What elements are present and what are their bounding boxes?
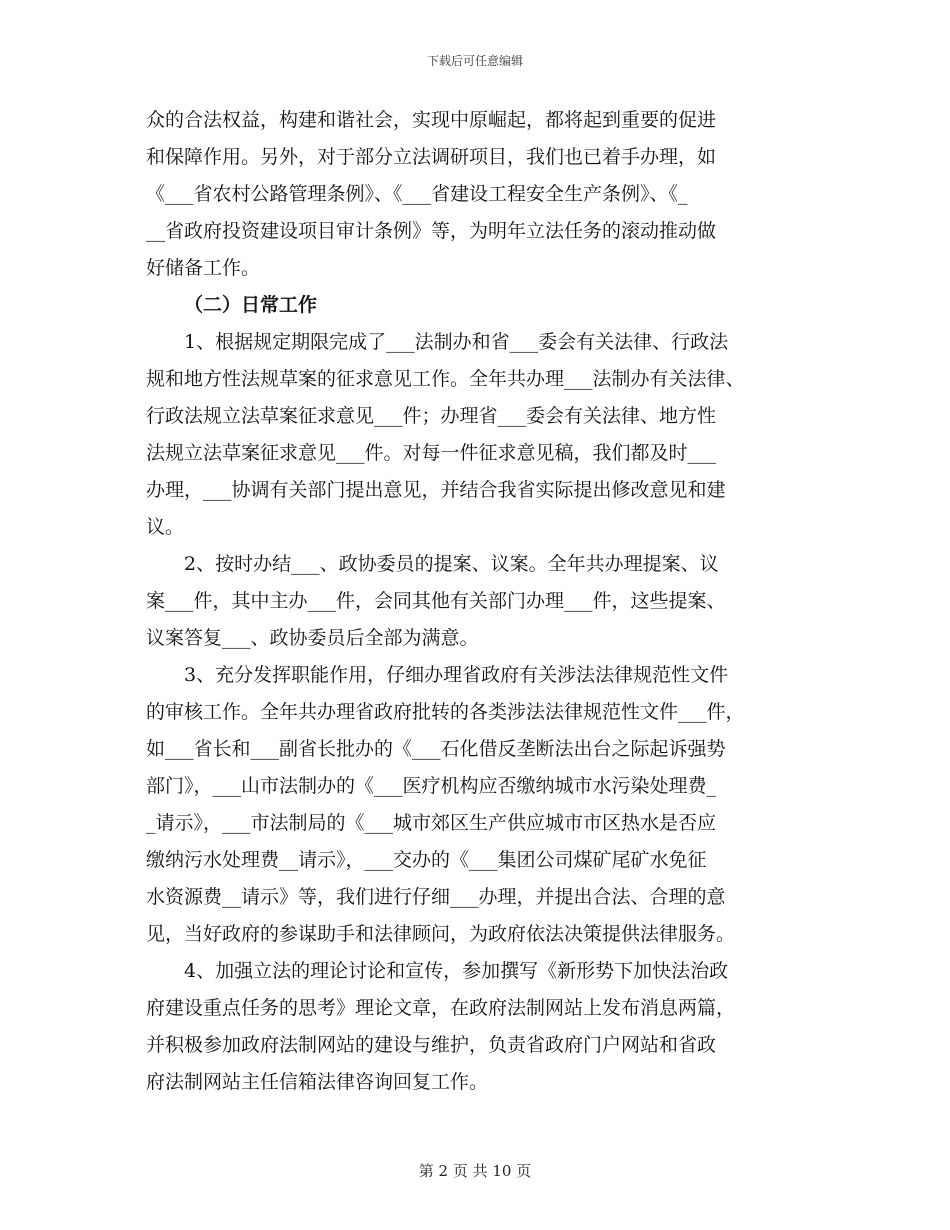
body-line: 行政法规立法草案征求意见___件；办理省___委会有关法律、地方性 [146, 405, 717, 427]
body-line: 府建设重点任务的思考》理论文章，在政府法制网站上发布消息两篇， [146, 997, 736, 1019]
body-line: 议。 [146, 516, 185, 538]
body-line: _请示》，___市法制局的《___城市郊区生产供应城市市区热水是否应 [146, 812, 717, 834]
body-line: 和保障作用。另外，对于部分立法调研项目，我们也已着手办理，如 [146, 146, 717, 168]
body-line: 府法制网站主任信箱法律咨询回复工作。 [146, 1071, 489, 1093]
paragraph-start: 3、充分发挥职能作用，仔细办理省政府有关涉法法律规范性文件 [184, 664, 729, 686]
body-line: 法规立法草案征求意见___件。对每一件征求意见稿，我们都及时___ [146, 442, 717, 464]
section-heading: （二）日常工作 [184, 294, 318, 316]
paragraph-start: 4、加强立法的理论讨论和宣传，参加撰写《新形势下加快法治政 [184, 960, 729, 982]
body-line: 的审核工作。全年共办理省政府批转的各类涉法法律规范性文件___件， [146, 701, 745, 723]
paragraph-start: 2、按时办结___、政协委员的提案、议案。全年共办理提案、议 [184, 553, 719, 575]
body-line: 办理，___协调有关部门提出意见，并结合我省实际提出修改意见和建 [146, 479, 726, 501]
body-line: 规和地方性法规草案的征求意见工作。全年共办理___法制办有关法律、 [146, 368, 745, 390]
body-line: 水资源费__请示》等，我们进行仔细___办理，并提出合法、合理的意 [146, 886, 726, 908]
body-line: 部门》，___山市法制办的《___医疗机构应否缴纳城市水污染处理费_ [146, 775, 717, 797]
body-line: 好储备工作。 [146, 257, 261, 279]
body-line: 见，当好政府的参谋助手和法律顾问，为政府依法决策提供法律服务。 [146, 923, 736, 945]
body-line: 案___件，其中主办___件，会同其他有关部门办理___件，这些提案、 [146, 590, 726, 612]
body-line: 议案答复___、政协委员后全部为满意。 [146, 627, 479, 649]
body-line: 并积极参加政府法制网站的建设与维护，负责省政府门户网站和省政 [146, 1034, 717, 1056]
body-line: 众的合法权益，构建和谐社会，实现中原崛起，都将起到重要的促进 [146, 109, 717, 131]
body-line: 如___省长和___副省长批办的《___石化借反垄断法出台之际起诉强势 [146, 738, 726, 760]
body-line: 《___省农村公路管理条例》、《___省建设工程安全生产条例》、《_ [146, 183, 688, 205]
page-number: 第 2 页 共 10 页 [418, 1162, 532, 1180]
page-header-note: 下载后可任意编辑 [426, 54, 523, 68]
paragraph-start: 1、根据规定期限完成了___法制办和省___委会有关法律、行政法 [184, 331, 729, 353]
document-body [146, 102, 818, 1101]
body-line: __省政府投资建设项目审计条例》等，为明年立法任务的滚动推动做 [146, 220, 717, 242]
body-line: 缴纳污水处理费__请示》，___交办的《___集团公司煤矿尾矿水免征 [146, 849, 707, 871]
